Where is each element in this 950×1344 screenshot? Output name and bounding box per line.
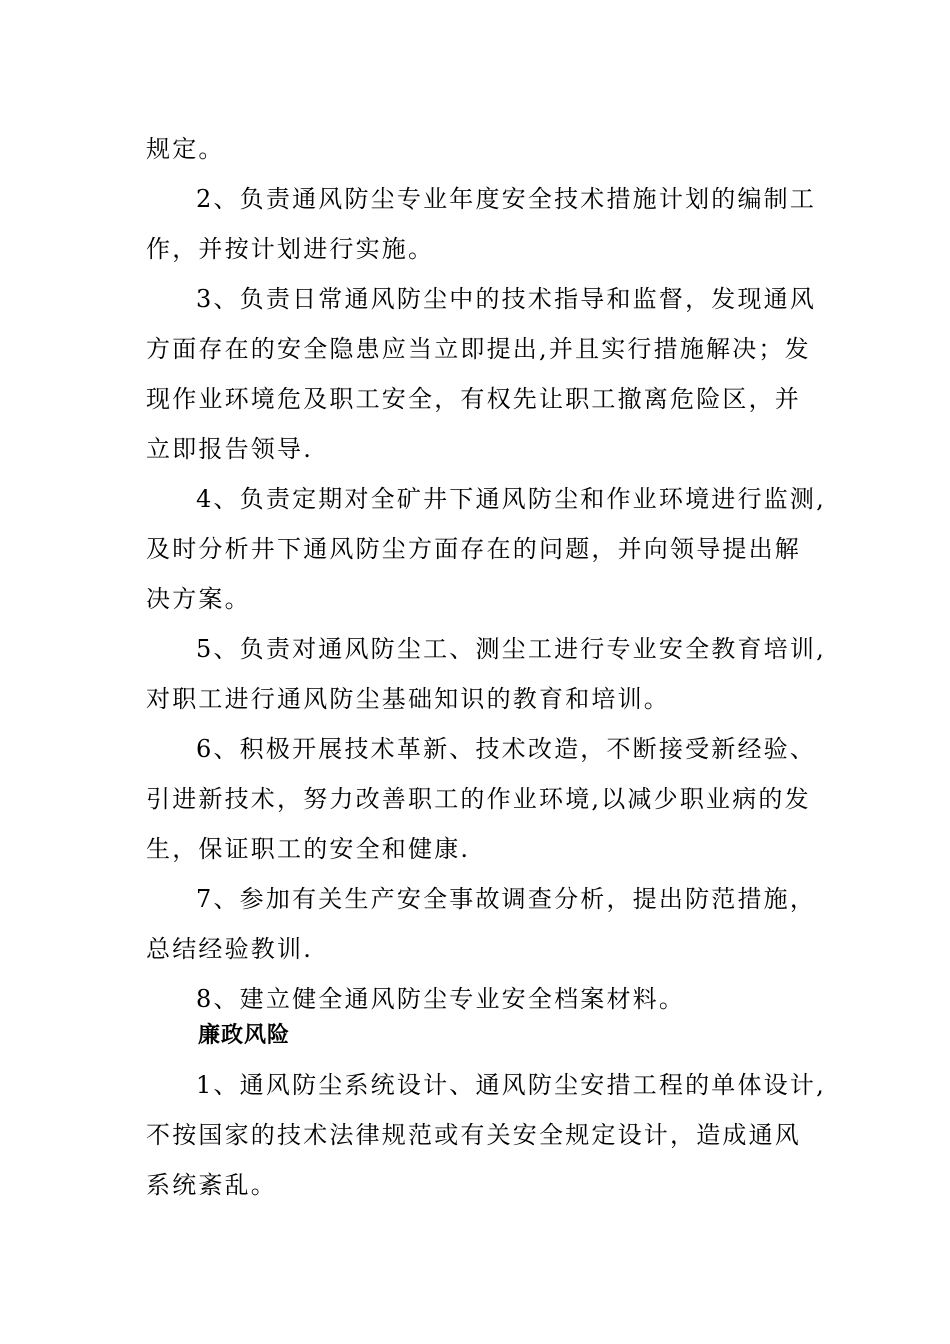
text-line: 5、负责对通风防尘工、测尘工进行专业安全教育培训, <box>196 635 826 663</box>
text-line: 7、参加有关生产安全事故调查分析，提出防范措施， <box>196 885 817 913</box>
text-line: 1、通风防尘系统设计、通风防尘安措工程的单体设计, <box>196 1071 826 1099</box>
text-line: 4、负责定期对全矿井下通风防尘和作业环境进行监测, <box>196 485 826 513</box>
text-line: 规定。 <box>146 135 225 163</box>
text-line: 作，并按计划进行实施。 <box>146 235 435 263</box>
text-line: 8、建立健全通风防尘专业安全档案材料。 <box>196 985 686 1013</box>
text-line: 引进新技术，努力改善职工的作业环境,以减少职业病的发 <box>146 785 811 813</box>
text-line: 2、负责通风防尘专业年度安全技术措施计划的编制工 <box>196 185 817 213</box>
text-line: 及时分析井下通风防尘方面存在的问题，并向领导提出解 <box>146 535 801 563</box>
text-line: 3、负责日常通风防尘中的技术指导和监督，发现通风 <box>196 285 817 313</box>
text-line: 对职工进行通风防尘基础知识的教育和培训。 <box>146 685 670 713</box>
text-line: 立即报告领导. <box>146 435 314 463</box>
text-line: 6、积极开展技术革新、技术改造，不断接受新经验、 <box>196 735 817 763</box>
section-heading: 廉政风险 <box>198 1023 291 1048</box>
text-line: 方面存在的安全隐患应当立即提出,并且实行措施解决；发 <box>146 335 811 363</box>
text-line: 总结经验教训. <box>146 935 314 963</box>
text-line: 现作业环境危及职工安全，有权先让职工撤离危险区，并 <box>146 385 801 413</box>
text-line: 不按国家的技术法律规范或有关安全规定设计，造成通风 <box>146 1121 801 1149</box>
text-line: 决方案。 <box>146 585 251 613</box>
text-line: 生，保证职工的安全和健康. <box>146 835 471 863</box>
text-line: 系统紊乱。 <box>146 1171 277 1199</box>
